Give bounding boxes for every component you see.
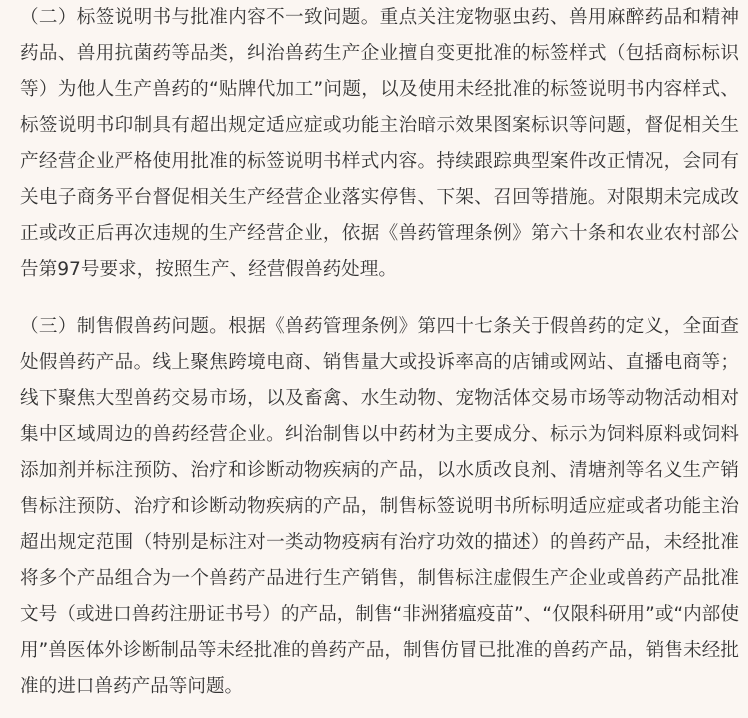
text-line: 告第97号要求，按照生产、经营假兽药处理。: [20, 259, 397, 280]
text-line: 集中区域周边的兽药经营企业。纠治制售以中药材为主要成分、标示为饲料原料或饲料: [20, 424, 739, 445]
text-line: 等）为他人生产兽药的“贴牌代加工”问题，以及使用未经批准的标签说明书内容样式、: [20, 79, 739, 100]
text-line: 标签说明书印制具有超出规定适应症或功能主治暗示效果图案标识等问题，督促相关生: [20, 115, 739, 136]
text-line: 文号（或进口兽药注册证书号）的产品，制售“非洲猪瘟疫苗”、“仅限科研用”或“内部使: [20, 604, 739, 625]
text-line: 产经营企业严格使用批准的标签说明书样式内容。持续跟踪典型案件改正情况，会同有: [20, 151, 739, 172]
text-line: （三）制售假兽药问题。根据《兽药管理条例》第四十七条关于假兽药的定义，全面查: [20, 316, 739, 337]
paragraph-counterfeit-drugs: [20, 309, 739, 705]
text-line: 关电子商务平台督促相关生产经营企业落实停售、下架、召回等措施。对限期未完成改: [20, 187, 739, 208]
paragraph-label-mismatch: [20, 0, 739, 288]
text-line: 售标注预防、治疗和诊断动物疾病的产品，制售标签说明书所标明适应症或者功能主治: [20, 496, 739, 517]
text-line: 准的进口兽药产品等问题。: [20, 676, 244, 697]
text-line: 药品、兽用抗菌药等品类，纠治兽药生产企业擅自变更批准的标签样式（包括商标标识: [20, 43, 739, 64]
text-line: 添加剂并标注预防、治疗和诊断动物疾病的产品，以水质改良剂、清塘剂等名义生产销: [20, 460, 739, 481]
text-line: 用”兽医体外诊断制品等未经批准的兽药产品，制售仿冒已批准的兽药产品，销售未经批: [20, 640, 739, 661]
text-line: 线下聚焦大型兽药交易市场，以及畜禽、水生动物、宠物活体交易市场等动物活动相对: [20, 388, 739, 409]
text-line: 超出规定范围（特别是标注对一类动物疫病有治疗功效的描述）的兽药产品，未经批准: [20, 532, 739, 553]
text-line: 处假兽药产品。线上聚焦跨境电商、销售量大或投诉率高的店铺或网站、直播电商等；: [20, 352, 739, 373]
document-body: [20, 0, 739, 705]
text-line: （二）标签说明书与批准内容不一致问题。重点关注宠物驱虫药、兽用麻醉药品和精神: [20, 7, 739, 28]
text-line: 正或改正后再次违规的生产经营企业，依据《兽药管理条例》第六十条和农业农村部公: [20, 223, 739, 244]
text-line: 将多个产品组合为一个兽药产品进行生产销售，制售标注虚假生产企业或兽药产品批准: [20, 568, 739, 589]
